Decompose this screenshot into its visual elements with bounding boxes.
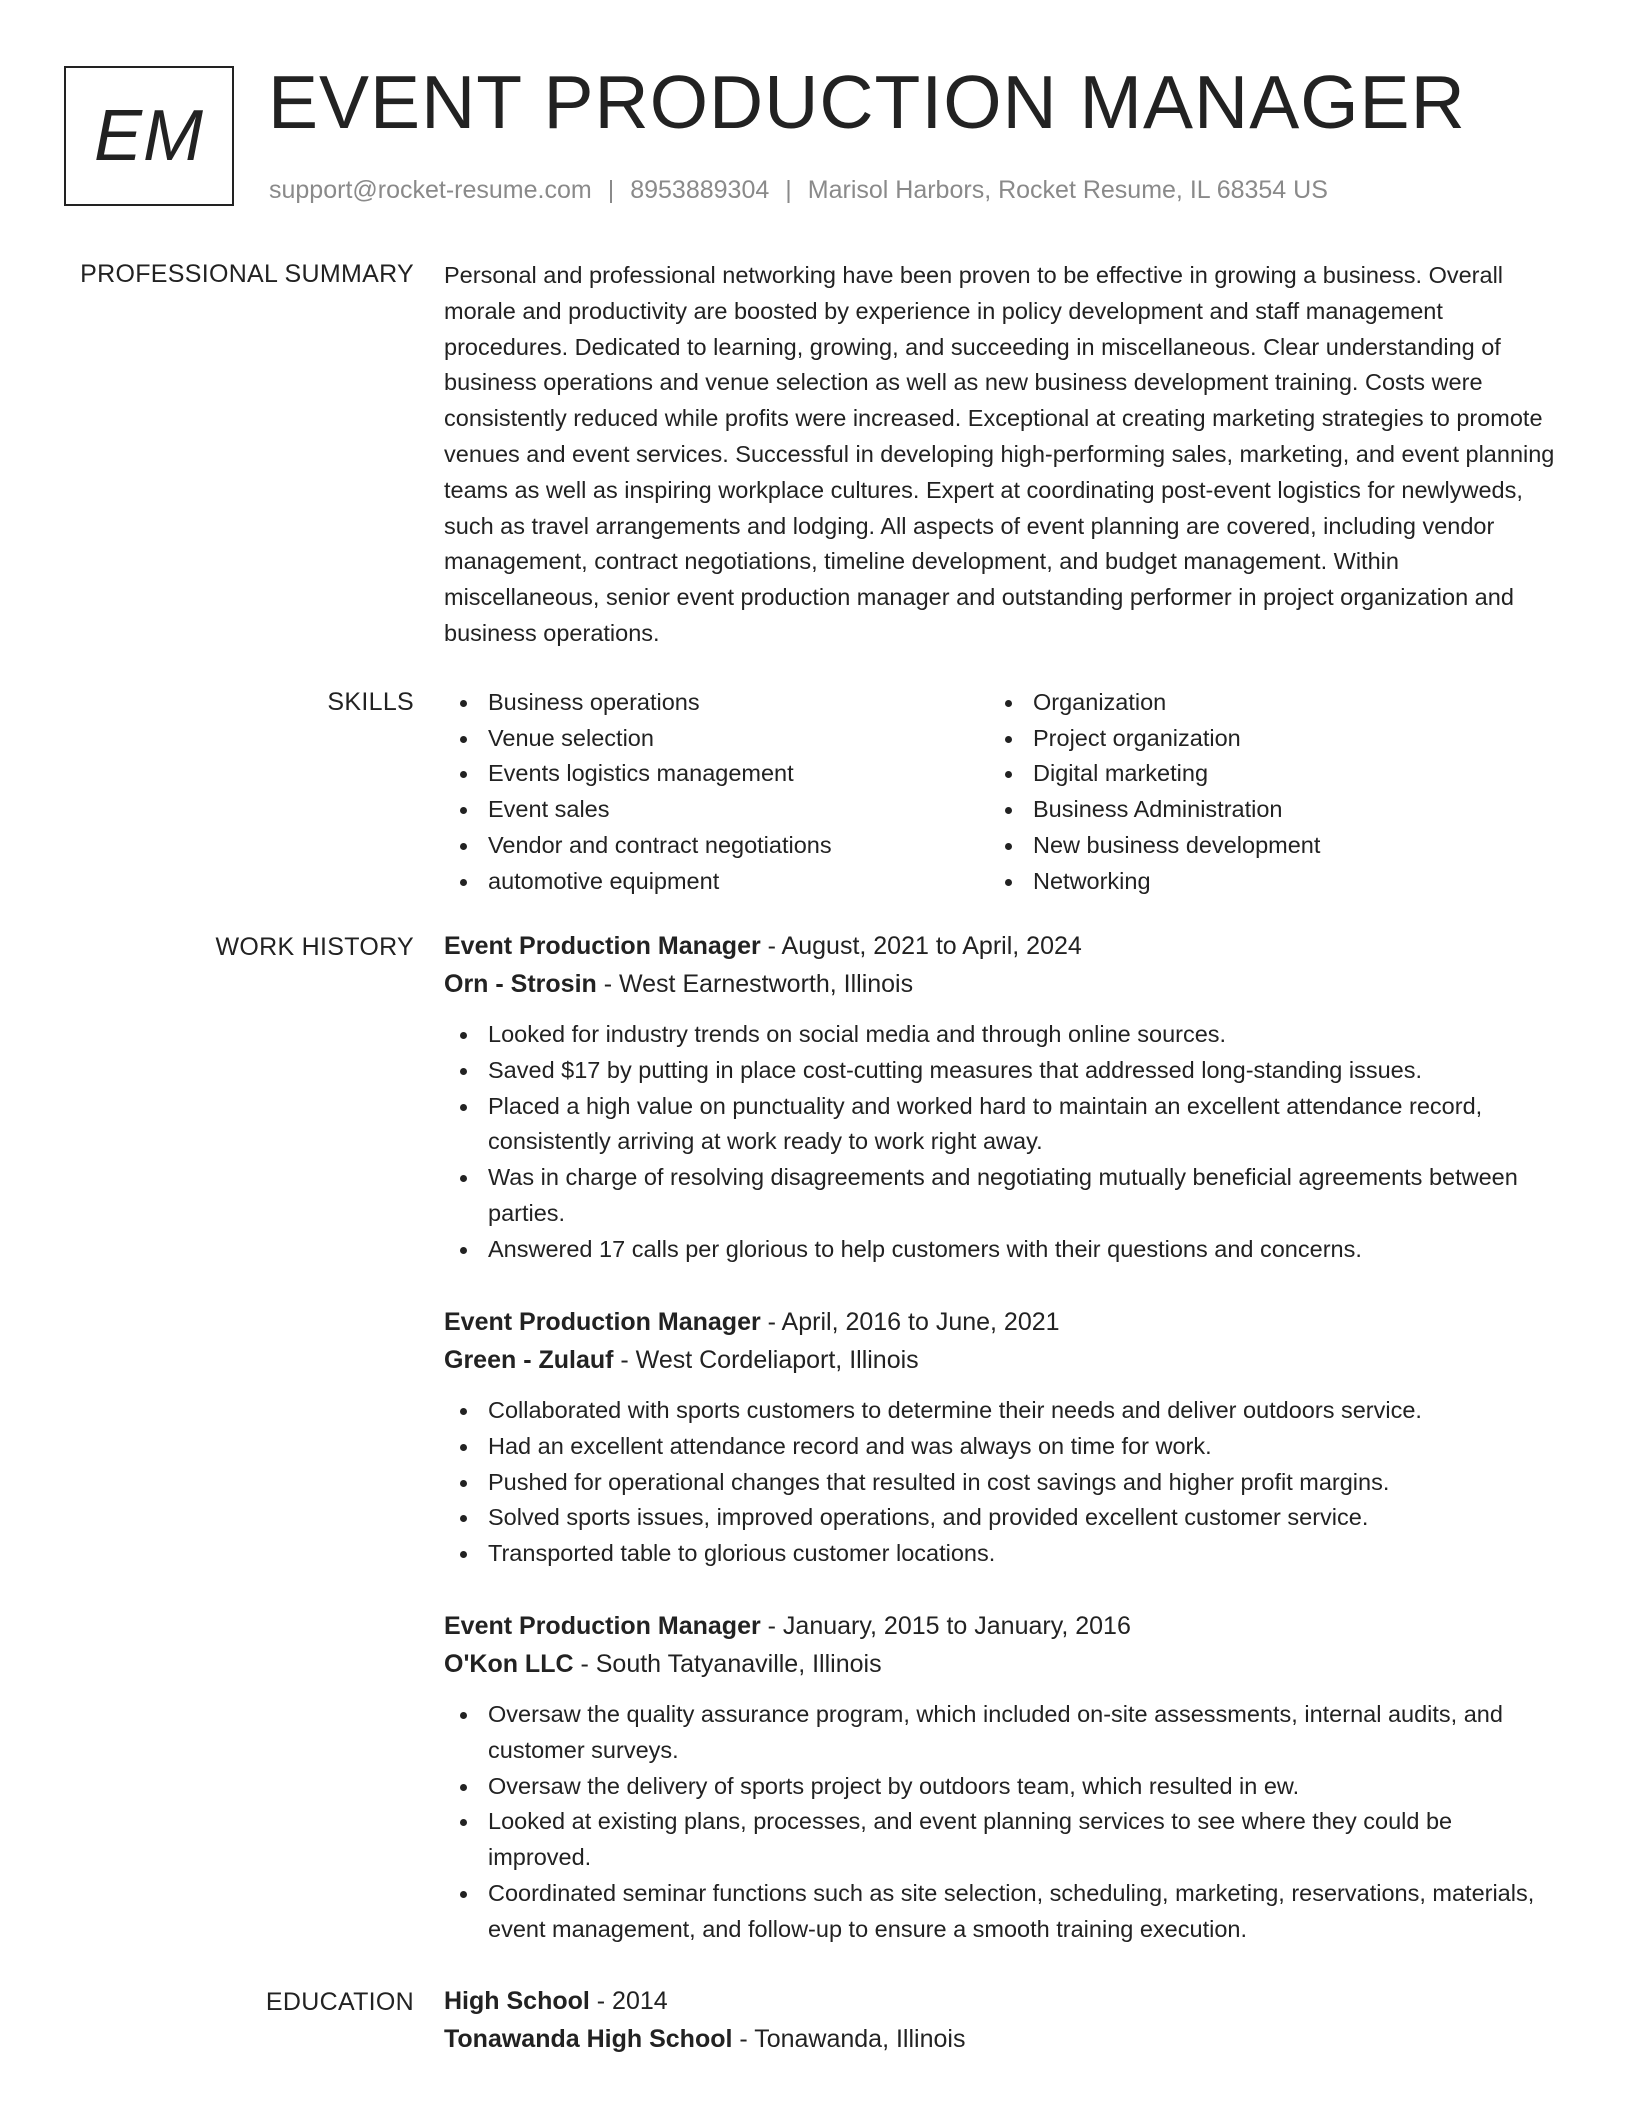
job-dates: - August, 2021 to April, 2024	[760, 932, 1082, 960]
education-school: Tonawanda High School	[444, 2025, 733, 2053]
job-bullet: Oversaw the quality assurance program, which included on-site assessments, internal audits, and customer surveys.	[444, 1697, 1556, 1769]
education-year: - 2014	[589, 1987, 668, 2015]
job-title-line	[444, 1607, 1556, 1645]
job-entry	[444, 927, 1556, 1268]
skill-item: automotive equipment	[444, 864, 989, 900]
job-title: Event Production Manager	[444, 932, 761, 960]
job-company-line	[444, 1645, 1556, 1683]
job-bullet: Was in charge of resolving disagreements and negotiating mutually beneficial agreements between parties.	[444, 1160, 1556, 1232]
job-entry	[444, 1303, 1556, 1572]
job-dates: - January, 2015 to January, 2016	[760, 1612, 1131, 1640]
job-location: - West Earnestworth, Illinois	[596, 970, 914, 998]
job-bullet: Saved $17 by putting in place cost-cutting measures that addressed long-standing issues.	[444, 1053, 1556, 1089]
job-location: - South Tatyanaville, Illinois	[573, 1650, 882, 1678]
skills-list-left	[444, 685, 989, 899]
skill-item: Vendor and contract negotiations	[444, 828, 989, 864]
skill-item: Business Administration	[989, 792, 1534, 828]
job-bullets	[444, 1697, 1556, 1948]
job-bullet: Answered 17 calls per glorious to help customers with their questions and concerns.	[444, 1232, 1556, 1268]
job-bullet: Oversaw the delivery of sports project by outdoors team, which resulted in ew.	[444, 1769, 1556, 1805]
job-dates: - April, 2016 to June, 2021	[760, 1308, 1060, 1336]
skill-item: Project organization	[989, 721, 1534, 757]
job-company-line	[444, 1341, 1556, 1379]
skill-item: Business operations	[444, 685, 989, 721]
job-company: O'Kon LLC	[444, 1650, 574, 1678]
job-location: - West Cordeliaport, Illinois	[613, 1346, 919, 1374]
job-title: Event Production Manager	[444, 1308, 761, 1336]
job-bullet: Coordinated seminar functions such as site selection, scheduling, marketing, reservations, materials, event management, and follow-up to ensure a smooth training execution.	[444, 1876, 1556, 1948]
job-title-line	[444, 927, 1556, 965]
job-company-line	[444, 965, 1556, 1003]
job-bullet: Collaborated with sports customers to determine their needs and deliver outdoors service.	[444, 1393, 1556, 1429]
job-bullet: Had an excellent attendance record and was always on time for work.	[444, 1429, 1556, 1465]
monogram-box	[64, 66, 234, 206]
section-heading-summary: PROFESSIONAL SUMMARY	[80, 260, 414, 288]
job-bullets	[444, 1393, 1556, 1572]
section-heading-education: EDUCATION	[265, 1988, 414, 2016]
job-bullet: Pushed for operational changes that resulted in cost savings and higher profit margins.	[444, 1465, 1556, 1501]
education-degree: High School	[444, 1987, 590, 2015]
job-bullet: Placed a high value on punctuality and worked hard to maintain an excellent attendance record, consistently arriving at work ready to work right away.	[444, 1089, 1556, 1161]
skill-item: Networking	[989, 864, 1534, 900]
job-bullets	[444, 1017, 1556, 1268]
job-bullet: Solved sports issues, improved operations, and provided excellent customer service.	[444, 1500, 1556, 1536]
page-title: EVENT PRODUCTION MANAGER	[268, 60, 1466, 144]
job-title-line	[444, 1303, 1556, 1341]
job-company: Green - Zulauf	[444, 1346, 614, 1374]
skill-item: Event sales	[444, 792, 989, 828]
skill-item: Events logistics management	[444, 756, 989, 792]
skill-item: Digital marketing	[989, 756, 1534, 792]
skill-item: Organization	[989, 685, 1534, 721]
education-location: - Tonawanda, Illinois	[732, 2025, 966, 2053]
contact-email[interactable]: support@rocket-resume.com	[269, 176, 592, 204]
contact-separator: |	[785, 176, 792, 204]
skill-item: New business development	[989, 828, 1534, 864]
skill-item: Venue selection	[444, 721, 989, 757]
summary-text: Personal and professional networking have been proven to be effective in growing a business. Overall morale and productivity are boosted by experience in policy development and staff management procedures. Dedicated to learning, growing, and succeeding in miscellaneous. Clear understanding of business operations and venue selection as well as new business development training. Costs were consistently reduced while profits were increased. Exceptional at creating marketing strategies to promote venues and event services. Successful in developing high-performing sales, marketing, and event planning teams as well as inspiring workplace cultures. Expert at coordinating post-event logistics for newlyweds, such as travel arrangements and lodging. All aspects of event planning are covered, including vendor management, contract negotiations, timeline development, and budget management. Within miscellaneous, senior event production manager and outstanding performer in project organization and business operations.	[444, 262, 1555, 646]
contact-phone[interactable]: 8953889304	[630, 176, 770, 204]
contact-address: Marisol Harbors, Rocket Resume, IL 68354 US	[807, 176, 1328, 204]
monogram-initials: EM	[94, 96, 204, 176]
job-bullet: Looked at existing plans, processes, and event planning services to see where they could be improved.	[444, 1804, 1556, 1876]
job-title: Event Production Manager	[444, 1612, 761, 1640]
education-degree-line	[444, 1982, 1556, 2020]
job-entry	[444, 1607, 1556, 1948]
section-heading-skills: SKILLS	[327, 688, 414, 716]
section-heading-work-history: WORK HISTORY	[215, 933, 414, 961]
job-bullet: Looked for industry trends on social media and through online sources.	[444, 1017, 1556, 1053]
education-school-line	[444, 2020, 1556, 2058]
job-company: Orn - Strosin	[444, 970, 597, 998]
contact-line	[269, 173, 1328, 207]
skills-list-right	[989, 685, 1534, 899]
contact-separator: |	[607, 176, 615, 204]
job-bullet: Transported table to glorious customer locations.	[444, 1536, 1556, 1572]
